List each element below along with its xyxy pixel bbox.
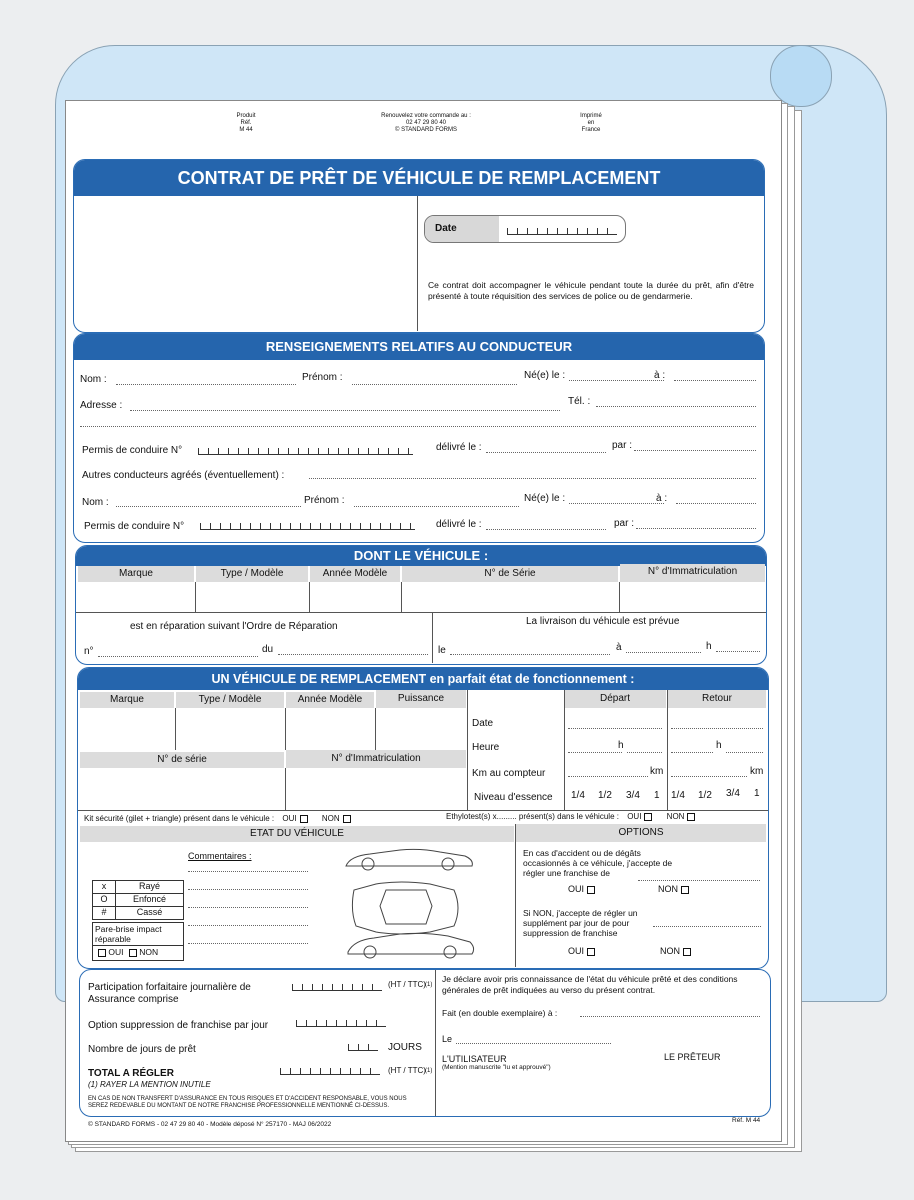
col-divider <box>285 708 286 750</box>
retour-level-4[interactable]: 1 <box>754 788 760 799</box>
par2-label: par : <box>614 518 635 529</box>
supplement-field[interactable] <box>653 926 761 927</box>
col-divider <box>309 582 310 612</box>
adresse-label: Adresse : <box>80 400 123 411</box>
delivre-field[interactable] <box>486 452 606 453</box>
nom2-label: Nom : <box>82 497 109 508</box>
franchise-non-checkbox[interactable] <box>681 886 689 894</box>
header-produit-line: Réf. <box>240 120 252 126</box>
row-divider <box>78 810 768 811</box>
fait-label: Fait (en double exemplaire) à : <box>442 1008 558 1018</box>
retour-date-field[interactable] <box>671 728 763 729</box>
remplacement-title-main: UN VÉHICULE DE REMPLACEMENT <box>211 672 427 686</box>
retour-header: Retour <box>668 690 766 708</box>
ordre-du-label: du <box>262 644 274 655</box>
depart-level-3[interactable]: 3/4 <box>626 790 640 801</box>
mention-label: (Mention manuscrite "lu et approuvé") <box>442 1064 551 1071</box>
prenom2-field[interactable] <box>354 506 519 507</box>
retour-h-label: h <box>716 740 722 751</box>
franchise-field[interactable] <box>638 880 760 881</box>
delivre2-field[interactable] <box>486 529 606 530</box>
comment-line[interactable] <box>188 889 308 890</box>
livraison-a-field[interactable] <box>626 652 701 653</box>
options-header: OPTIONS <box>516 824 766 842</box>
kit-oui-checkbox[interactable] <box>300 815 308 823</box>
depart-h-label: h <box>618 740 624 751</box>
comment-line[interactable] <box>188 907 308 908</box>
declaration-text: Je déclare avoir pris connaissance de l'état du véhicule prêté et des conditions générales de prêt indiquées au verso du présent contrat. <box>442 974 738 995</box>
legend-row <box>93 894 183 907</box>
nom-field[interactable] <box>116 384 296 385</box>
row-date-label: Date <box>472 718 494 729</box>
retour-min-field[interactable] <box>726 752 763 753</box>
livraison-le-label: le <box>438 645 446 656</box>
ne-a-field[interactable] <box>674 380 756 381</box>
col-divider <box>175 708 176 750</box>
remplacement-title-rest: en parfait état de fonctionnement : <box>426 672 635 686</box>
vehicule-title: DONT LE VÉHICULE : <box>76 546 766 566</box>
ordre-n-field[interactable] <box>98 656 258 657</box>
rempl-col-serie: N° de série <box>80 752 284 768</box>
options-text2: Si NON, j'accepte de régler un supplément par jour de pour suppression de franchise <box>523 908 638 938</box>
ordre-du-field[interactable] <box>278 654 428 655</box>
ethylotest-non-checkbox[interactable] <box>687 813 695 821</box>
col-divider <box>564 690 565 810</box>
col-divider <box>667 690 668 810</box>
livraison-h-label: h <box>706 641 712 652</box>
ne-le-field[interactable] <box>569 380 664 381</box>
participation-label: Participation forfaitaire journalière de Assurance comprise <box>88 982 251 1005</box>
retour-heure-field[interactable] <box>671 752 713 753</box>
col-type-modele: Type / Modèle <box>196 566 308 582</box>
date-comb[interactable] <box>507 226 617 235</box>
form-page <box>65 100 782 1142</box>
conducteur-title: RENSEIGNEMENTS RELATIFS AU CONDUCTEUR <box>74 334 764 360</box>
delivre2-label: délivré le : <box>436 519 482 530</box>
depart-header: Départ <box>564 690 666 708</box>
col-divider <box>467 690 468 810</box>
total-ht: (HT / TTC) <box>388 1066 426 1075</box>
participation-ht: (HT / TTC) <box>388 980 426 989</box>
franchise-oui-label: OUI <box>568 884 585 894</box>
parebrise-label: Pare-brise impact réparable <box>93 923 183 946</box>
row-km-label: Km au compteur <box>472 768 546 779</box>
kit-non-checkbox[interactable] <box>343 815 351 823</box>
livraison-a-label: à <box>616 642 622 653</box>
col-divider <box>195 582 196 612</box>
legend-label: Enfoncé <box>132 894 167 904</box>
col-immatriculation: N° d'Immatriculation <box>620 564 765 582</box>
ne-a-label: à : <box>654 370 666 381</box>
parebrise-oui-label: OUI <box>108 947 124 957</box>
col-divider <box>435 970 436 1116</box>
col-marque: Marque <box>78 566 194 582</box>
participation-note: (1) <box>425 982 433 988</box>
rempl-col-marque: Marque <box>80 692 174 708</box>
legend-label: Rayé <box>138 881 160 891</box>
depart-date-field[interactable] <box>568 728 662 729</box>
legend-symbol: # <box>93 907 116 919</box>
parebrise-non-checkbox[interactable] <box>129 949 137 957</box>
retour-km-unit: km <box>750 766 764 777</box>
commentaires-label: Commentaires : <box>188 851 252 861</box>
par-label: par : <box>612 440 633 451</box>
depart-min-field[interactable] <box>627 752 662 753</box>
jours-label: JOURS <box>388 1042 422 1053</box>
total-label: TOTAL A RÉGLER <box>88 1068 174 1079</box>
permis2-label: Permis de conduire N° <box>84 521 185 532</box>
header-commande <box>366 113 486 134</box>
supplement-oui-label: OUI <box>568 946 585 956</box>
ne2-field[interactable] <box>569 503 664 504</box>
supplement-non <box>660 946 691 956</box>
col-divider <box>432 612 433 663</box>
supplement-oui-checkbox[interactable] <box>587 948 595 956</box>
depart-level-4[interactable]: 1 <box>654 790 660 801</box>
ne2-a-field[interactable] <box>676 503 756 504</box>
depart-level-2[interactable]: 1/2 <box>598 790 612 801</box>
ethylotest-oui-label: OUI <box>627 812 642 821</box>
kit-label: Kit sécurité (gilet + triangle) présent dans le véhicule : <box>84 814 275 823</box>
franchise-oui-checkbox[interactable] <box>587 886 595 894</box>
parebrise-box <box>92 922 184 961</box>
rempl-col-type: Type / Modèle <box>176 692 284 708</box>
kit-row <box>84 814 351 823</box>
parebrise-oui-checkbox[interactable] <box>98 949 106 957</box>
retour-level-1[interactable]: 1/4 <box>671 790 685 801</box>
parebrise-non-label: NON <box>139 947 159 957</box>
col-serie: N° de Série <box>402 566 618 582</box>
legend-row <box>93 907 183 919</box>
ne2-a-label: à : <box>656 493 668 504</box>
comment-line[interactable] <box>188 943 308 944</box>
le-label: Le <box>442 1034 453 1044</box>
ethylotest-oui-checkbox[interactable] <box>644 813 652 821</box>
col-divider <box>375 708 376 750</box>
supplement-oui <box>568 946 595 956</box>
header-commande-line: Renouvelez votre commande au : <box>381 113 471 119</box>
header-commande-line: © STANDARD FORMS <box>395 127 457 133</box>
col-divider <box>285 768 286 810</box>
options-text1: En cas d'accident ou de dégâts occasionnés à ce véhicule, j'accepte de régler une franchise de <box>523 848 673 878</box>
page-title: CONTRAT DE PRÊT DE VÉHICULE DE REMPLACEMENT <box>74 160 764 196</box>
conducteur-box <box>73 333 765 543</box>
legend-label: Cassé <box>136 907 163 917</box>
ordre-n-label: n° <box>84 646 94 657</box>
ethylotest-non-label: NON <box>666 812 685 821</box>
ethylotest-label: Ethylotest(s) x......... présent(s) dans le véhicule : <box>446 812 619 821</box>
le-field[interactable] <box>456 1043 611 1044</box>
ethylotest-row <box>446 812 695 821</box>
legend-row <box>93 881 183 894</box>
row-heure-label: Heure <box>472 742 500 753</box>
delivre-label: délivré le : <box>436 442 482 453</box>
par-field[interactable] <box>634 450 756 451</box>
header-produit-line: Produit <box>236 113 256 119</box>
legend-symbol: x <box>93 881 116 893</box>
utilisateur-label: L'UTILISATEUR <box>442 1054 507 1064</box>
option-suppression-comb[interactable] <box>296 1018 386 1027</box>
header-imprime <box>561 113 621 134</box>
date-label: Date <box>425 216 499 242</box>
retour-km-field[interactable] <box>671 776 747 777</box>
depart-km-field[interactable] <box>568 776 648 777</box>
supplement-non-checkbox[interactable] <box>683 948 691 956</box>
autres-label: Autres conducteurs agréés (éventuellement) : <box>82 470 285 481</box>
prenom-field[interactable] <box>352 384 517 385</box>
col-divider <box>619 582 620 612</box>
franchise-non-label: NON <box>658 884 678 894</box>
nombre-jours-comb[interactable] <box>348 1042 378 1051</box>
par2-field[interactable] <box>636 528 756 529</box>
kit-oui-label: OUI <box>282 814 297 823</box>
header-produit <box>216 113 276 134</box>
vehicule-box <box>75 545 767 665</box>
prenom-label: Prénom : <box>302 372 343 383</box>
parebrise-options <box>93 946 183 960</box>
legend-table <box>92 880 184 920</box>
adresse-field[interactable] <box>130 410 560 411</box>
rempl-col-immat: N° d'Immatriculation <box>286 750 466 768</box>
col-annee-modele: Année Modèle <box>310 566 400 582</box>
header-produit-line: M 44 <box>239 127 253 133</box>
prenom2-label: Prénom : <box>304 495 345 506</box>
contract-notice: Ce contrat doit accompagner le véhicule pendant toute la durée du prêt, afin d'être présenté à toute réquisition des services de police ou de gendarmerie. <box>428 280 754 301</box>
depart-heure-field[interactable] <box>568 752 622 753</box>
livraison-h-field[interactable] <box>716 651 760 652</box>
livraison-label: La livraison du véhicule est prévue <box>526 616 680 627</box>
reparation-label: est en réparation suivant l'Ordre de Réparation <box>130 621 338 632</box>
fait-field[interactable] <box>580 1016 760 1017</box>
col-divider <box>401 582 402 612</box>
ne-le-label: Né(e) le : <box>524 370 566 381</box>
participation-comb[interactable] <box>292 982 382 991</box>
comment-line[interactable] <box>188 871 308 872</box>
row-essence-label: Niveau d'essence <box>474 792 553 803</box>
kit-non-label: NON <box>321 814 340 823</box>
title-box <box>73 159 765 333</box>
permis2-comb[interactable] <box>200 521 415 530</box>
tel-field[interactable] <box>596 406 756 407</box>
nom2-field[interactable] <box>116 506 301 507</box>
ne2-label: Né(e) le : <box>524 493 566 504</box>
nom-label: Nom : <box>80 374 107 385</box>
footer-copyright: © STANDARD FORMS - 02 47 29 80 40 - Modèle déposé N° 257170 - MAJ 06/2022 <box>88 1121 332 1128</box>
comment-line[interactable] <box>188 925 308 926</box>
depart-km-unit: km <box>650 766 664 777</box>
legend-symbol: O <box>93 894 116 906</box>
title-box-divider <box>417 196 418 331</box>
franchise-non <box>658 884 689 894</box>
tel-label: Tél. : <box>568 396 591 407</box>
remplacement-title <box>78 668 768 690</box>
supplement-non-label: NON <box>660 946 680 956</box>
etat-header: ETAT DU VÉHICULE <box>80 826 514 842</box>
nombre-jours-label: Nombre de jours de prêt <box>88 1044 196 1055</box>
rayer-label: (1) RAYER LA MENTION INUTILE <box>88 1080 211 1089</box>
col-divider <box>515 824 516 967</box>
header-commande-line: 02 47 29 80 40 <box>405 120 447 126</box>
car-diagram-icon[interactable] <box>340 846 480 962</box>
autres-field[interactable] <box>309 478 756 479</box>
rempl-col-puissance: Puissance <box>376 690 466 708</box>
total-comb[interactable] <box>280 1066 380 1075</box>
option-suppression-label: Option suppression de franchise par jour <box>88 1020 269 1031</box>
bottom-box <box>79 969 771 1117</box>
header-imprime-line: Imprimé <box>580 113 602 119</box>
avertissement-text: EN CAS DE NON TRANSFERT D'ASSURANCE EN TOUS RISQUES ET D'ACCIDENT RESPONSABLE, VOUS NOUS SEREZ REDEVABLE DU MONTANT DE NOTRE FRANCHISE PROFESSIONNELLE MENTIONNÉ CI-DESSUS. <box>88 1096 407 1109</box>
remplacement-box <box>77 667 769 969</box>
footer-ref: Réf. M 44 <box>732 1117 761 1124</box>
retour-level-2[interactable]: 1/2 <box>698 790 712 801</box>
preteur-label: LE PRÊTEUR <box>664 1052 721 1062</box>
date-field[interactable] <box>424 215 626 243</box>
total-note: (1) <box>425 1068 433 1074</box>
permis-label: Permis de conduire N° <box>82 445 183 456</box>
adresse-field-2[interactable] <box>80 426 756 427</box>
rempl-col-annee: Année Modèle <box>286 692 374 708</box>
pad-cover-tab <box>770 45 832 107</box>
row-divider <box>76 612 766 613</box>
depart-level-1[interactable]: 1/4 <box>571 790 585 801</box>
retour-level-3[interactable]: 3/4 <box>726 788 740 799</box>
franchise-oui <box>568 884 595 894</box>
permis-comb[interactable] <box>198 446 413 455</box>
header-imprime-line: France <box>581 127 601 133</box>
livraison-le-field[interactable] <box>450 654 610 655</box>
header-imprime-line: en <box>587 120 595 126</box>
